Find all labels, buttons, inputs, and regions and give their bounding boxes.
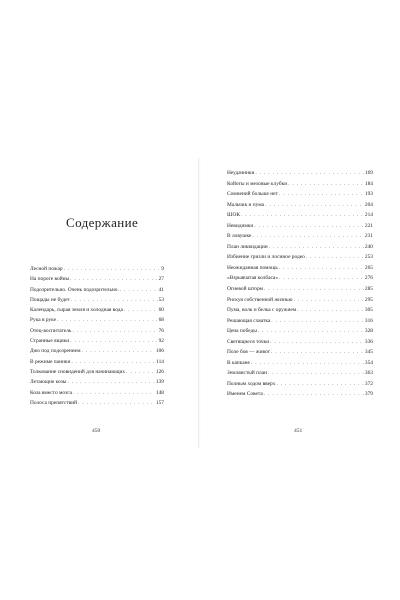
- toc-entry-page: 184: [364, 180, 373, 187]
- toc-entry[interactable]: [30, 305, 164, 315]
- toc-entry[interactable]: [227, 316, 373, 327]
- toc-entry[interactable]: [227, 389, 373, 400]
- toc-entry-title: Сомнений больше нет: [227, 191, 278, 198]
- toc-entry-title: Неожиданная помощь: [227, 264, 278, 271]
- toc-entry-title: Коза вместо мозга: [30, 389, 72, 396]
- toc-entry-title: В режиме паники: [30, 358, 71, 365]
- toc-entry-page: 295: [364, 296, 373, 303]
- toc-entry-page: 114: [156, 358, 164, 365]
- toc-entry-page: 106: [155, 348, 164, 355]
- toc-leader-dots: [271, 316, 364, 327]
- toc-leader-dots: [279, 189, 364, 200]
- toc-entry-title: Странные ящики: [30, 338, 70, 345]
- toc-leader-dots: [269, 242, 364, 253]
- toc-entry[interactable]: [30, 346, 164, 356]
- toc-entry[interactable]: [30, 326, 164, 336]
- toc-entry-page: 169: [364, 170, 373, 176]
- toc-leader-dots: [64, 264, 161, 274]
- toc-leader-dots: [271, 347, 364, 358]
- toc-leader-dots: [252, 231, 363, 242]
- toc-entry-page: 139: [155, 379, 164, 386]
- toc-entry-page: 336: [364, 338, 373, 345]
- toc-entry[interactable]: [30, 357, 164, 367]
- toc-entry[interactable]: [30, 315, 164, 325]
- toc-entry-title: ШОК: [227, 212, 240, 219]
- toc-entry-page: 92: [158, 338, 164, 345]
- toc-entry-page: 231: [364, 233, 373, 240]
- toc-entry-title: Неудачники: [227, 170, 255, 176]
- toc-entry-title: Цена победы: [227, 328, 257, 335]
- toc-entry-page: 68: [158, 317, 164, 324]
- toc-entry-page: 305: [364, 307, 373, 314]
- toc-leader-dots: [279, 263, 364, 274]
- toc-entry-page: 316: [364, 317, 373, 324]
- toc-entry[interactable]: [30, 398, 164, 408]
- toc-leader-dots: [57, 315, 158, 325]
- toc-leader-dots: [264, 284, 364, 295]
- toc-entry-page: 379: [364, 391, 373, 398]
- toc-leader-dots: [268, 368, 364, 379]
- toc-entry-page: 221: [364, 222, 373, 229]
- toc-leader-dots: [72, 326, 157, 336]
- toc-entry-page: 345: [364, 349, 373, 356]
- toc-entry-page: 148: [155, 389, 164, 396]
- toc-entry[interactable]: [227, 347, 373, 358]
- toc-entry-title: Лесной пожар: [30, 266, 63, 272]
- toc-leader-dots: [124, 305, 158, 315]
- toc-entry[interactable]: [227, 210, 373, 221]
- toc-entry-title: Невидимки: [227, 222, 254, 229]
- toc-entry[interactable]: [30, 367, 164, 377]
- toc-entry[interactable]: [30, 295, 164, 305]
- toc-entry-title: Рискуя собственной жизнью: [227, 296, 293, 303]
- toc-entry-page: 354: [364, 359, 373, 366]
- toc-entry-title: Земляистый план: [227, 370, 268, 377]
- toc-entry-title: В капкане: [227, 359, 250, 366]
- toc-leader-dots: [279, 273, 364, 284]
- toc-list-left: [30, 264, 164, 408]
- toc-entry[interactable]: [227, 263, 373, 274]
- toc-leader-dots: [71, 295, 158, 305]
- toc-entry-title: Отец-воспитатель: [30, 327, 72, 334]
- toc-entry-title: Полным ходом вверх: [227, 380, 276, 387]
- toc-entry[interactable]: [227, 189, 373, 200]
- toc-leader-dots: [288, 179, 364, 190]
- toc-leader-dots: [297, 305, 364, 316]
- toc-entry-page: 328: [364, 328, 373, 335]
- toc-leader-dots: [306, 252, 364, 263]
- toc-leader-dots: [241, 210, 364, 221]
- toc-entry[interactable]: [227, 168, 373, 179]
- toc-leader-dots: [254, 221, 364, 232]
- toc-entry-page: 53: [158, 296, 164, 303]
- toc-entry-title: Мальчик и пума: [227, 201, 265, 208]
- toc-leader-dots: [78, 398, 155, 408]
- toc-entry-page: 363: [364, 370, 373, 377]
- toc-leader-dots: [276, 379, 363, 390]
- toc-leader-dots: [73, 388, 155, 398]
- toc-entry[interactable]: [227, 379, 373, 390]
- toc-entry-page: 214: [364, 212, 373, 219]
- toc-leader-dots: [67, 377, 154, 387]
- toc-leader-dots: [258, 326, 364, 337]
- toc-list-right: [227, 168, 373, 400]
- toc-entry[interactable]: [227, 221, 373, 232]
- toc-entry-page: 253: [364, 254, 373, 261]
- toc-entry-title: Огневой шторм: [227, 286, 263, 293]
- toc-entry-page: 41: [158, 286, 164, 293]
- toc-leader-dots: [270, 337, 364, 348]
- toc-entry-title: Именем Совета: [227, 391, 263, 398]
- toc-entry-title: Летающие козы: [30, 379, 67, 386]
- toc-entry-page: 76: [158, 327, 164, 334]
- page-number-right: 451: [294, 428, 303, 434]
- toc-entry[interactable]: [227, 231, 373, 242]
- toc-entry[interactable]: [227, 305, 373, 316]
- left-page: [2, 158, 199, 448]
- toc-entry[interactable]: [227, 337, 373, 348]
- toc-leader-dots: [251, 358, 364, 369]
- toc-entry-page: 9: [161, 266, 164, 272]
- toc-entry[interactable]: [227, 284, 373, 295]
- toc-entry-page: 60: [158, 307, 164, 314]
- toc-entry-title: Джо под подозрением: [30, 348, 81, 355]
- toc-leader-dots: [294, 295, 364, 306]
- toc-entry[interactable]: [30, 285, 164, 295]
- right-page: [202, 158, 398, 448]
- toc-entry-title: Избиение гризли и лосиное родео: [227, 254, 305, 261]
- toc-leader-dots: [71, 357, 155, 367]
- toc-entry-title: Светящиеся точки: [227, 338, 270, 345]
- toc-entry[interactable]: [227, 326, 373, 337]
- toc-entry[interactable]: [227, 358, 373, 369]
- toc-entry[interactable]: [30, 336, 164, 346]
- toc-entry-page: 240: [364, 243, 373, 250]
- toc-entry-page: 276: [364, 275, 373, 282]
- toc-entry-title: На пороге войны: [30, 276, 70, 283]
- toc-entry-title: Решающая схватка: [227, 317, 271, 324]
- toc-leader-dots: [255, 168, 363, 179]
- toc-entry-title: Календарь, сырая земля и холодная вода: [30, 307, 123, 314]
- toc-entry-title: Толкование сновидений для начинающих: [30, 368, 126, 375]
- toc-entry-page: 193: [364, 191, 373, 198]
- toc-leader-dots: [70, 336, 157, 346]
- toc-entry-page: 126: [155, 368, 164, 375]
- toc-entry-title: Койоты и меховые клубки: [227, 180, 288, 187]
- toc-entry-title: «Взрывчатая колбаса»: [227, 275, 279, 282]
- toc-entry[interactable]: [227, 200, 373, 211]
- toc-entry-title: Рука в руке: [30, 317, 57, 324]
- toc-entry-title: Пощады не будет: [30, 296, 70, 303]
- toc-entry-title: Поле боя — живот: [227, 349, 270, 356]
- toc-entry-title: В ловушке: [227, 233, 252, 240]
- toc-entry-title: Пума, волк и белка с оружием: [227, 307, 297, 314]
- toc-entry-page: 265: [364, 264, 373, 271]
- toc-entry-page: 372: [364, 380, 373, 387]
- toc-leader-dots: [70, 274, 158, 284]
- toc-leader-dots: [265, 200, 364, 211]
- toc-entry[interactable]: [30, 377, 164, 387]
- toc-entry[interactable]: [227, 252, 373, 263]
- toc-entry-page: 285: [364, 286, 373, 293]
- toc-entry[interactable]: [227, 179, 373, 190]
- toc-entry-title: Полоса препятствий: [30, 399, 78, 406]
- toc-title: Содержание: [66, 215, 139, 230]
- toc-entry-page: 27: [158, 276, 164, 283]
- toc-entry[interactable]: [227, 242, 373, 253]
- toc-leader-dots: [126, 367, 155, 377]
- toc-entry-title: Подозрительно. Очень подозрительно.: [30, 286, 119, 293]
- toc-entry[interactable]: [30, 388, 164, 398]
- toc-leader-dots: [81, 346, 154, 356]
- page-number-left: 450: [92, 428, 101, 434]
- toc-entry[interactable]: [30, 264, 164, 274]
- toc-leader-dots: [264, 389, 364, 400]
- toc-entry[interactable]: [227, 273, 373, 284]
- toc-entry-page: 157: [155, 399, 164, 406]
- toc-entry-title: План ликвидации: [227, 243, 268, 250]
- toc-leader-dots: [120, 285, 158, 295]
- toc-entry-page: 204: [364, 201, 373, 208]
- toc-entry[interactable]: [30, 274, 164, 284]
- toc-entry[interactable]: [227, 295, 373, 306]
- toc-entry[interactable]: [227, 368, 373, 379]
